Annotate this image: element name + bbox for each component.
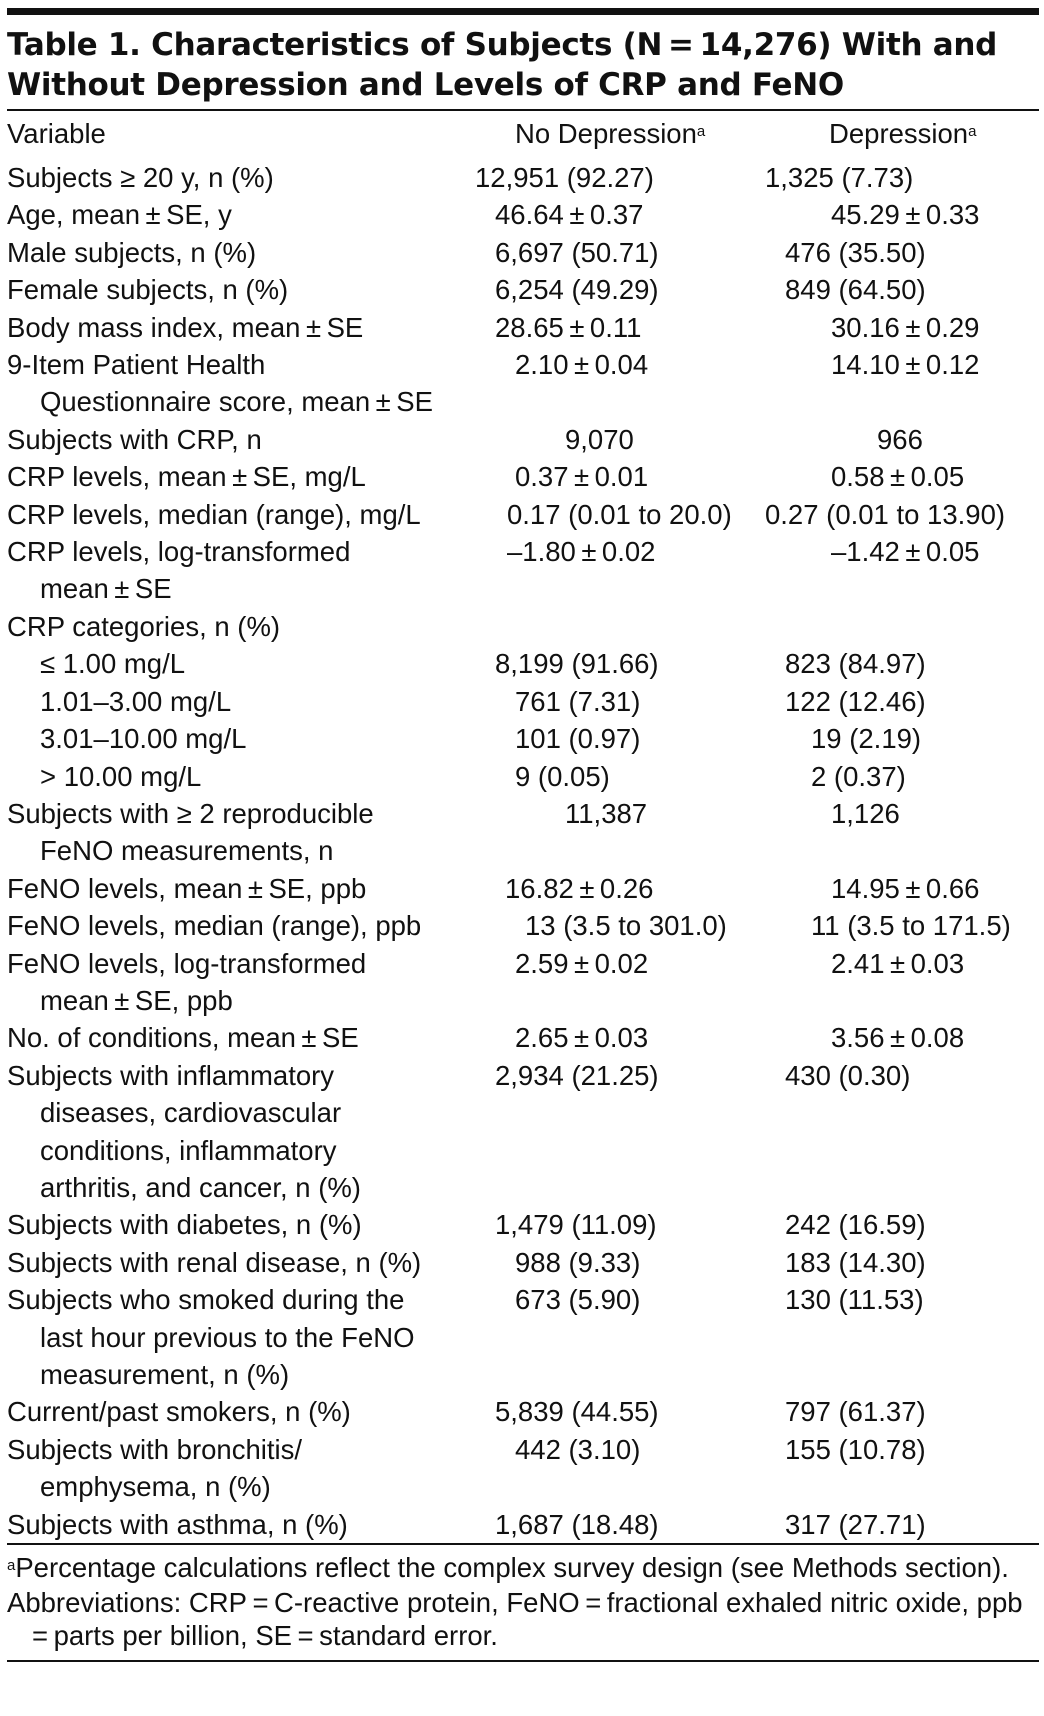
row-depression-value bbox=[765, 1019, 1039, 1056]
depression-value-text: 2 (0.37) bbox=[811, 760, 906, 792]
row-no-depression-value bbox=[475, 1244, 765, 1281]
row-depression-value bbox=[765, 1281, 1039, 1393]
row-variable-label: 9-Item Patient Health bbox=[7, 349, 266, 381]
table-footnotes bbox=[7, 1551, 1039, 1652]
row-variable bbox=[7, 683, 475, 720]
table-row bbox=[7, 421, 1039, 458]
row-depression-value bbox=[765, 795, 1039, 870]
row-variable bbox=[7, 945, 475, 1020]
row-variable bbox=[7, 1506, 475, 1543]
table-row bbox=[7, 795, 1039, 870]
row-variable bbox=[7, 196, 475, 233]
row-variable-continuation: mean ± SE bbox=[40, 573, 172, 605]
no-depression-value-text: 0.37 ± 0.01 bbox=[515, 461, 649, 493]
header-row bbox=[7, 111, 1039, 157]
table-row bbox=[7, 720, 1039, 757]
table-row bbox=[7, 1431, 1039, 1506]
header-variable: Variable bbox=[7, 118, 106, 149]
no-depression-value-text: 9,070 bbox=[565, 423, 634, 455]
row-no-depression-value bbox=[475, 1506, 765, 1543]
table-row bbox=[7, 645, 1039, 682]
row-variable bbox=[7, 608, 475, 645]
table-row bbox=[7, 346, 1039, 421]
row-variable-continuation: diseases, cardiovascular bbox=[40, 1097, 342, 1129]
row-variable-label: CRP levels, median (range), mg/L bbox=[7, 498, 421, 530]
footnote-abbreviations: Abbreviations: CRP = C-reactive protein, FeNO = fractional exhaled nitric oxide, ppb = parts per billion, SE = standard error. bbox=[7, 1587, 1029, 1652]
depression-value-text: 122 (12.46) bbox=[785, 685, 926, 717]
depression-value-text: 242 (16.59) bbox=[785, 1209, 926, 1241]
footnote-bottom-rule bbox=[7, 1660, 1039, 1662]
depression-value-text: 823 (84.97) bbox=[785, 648, 926, 680]
row-variable-label: Subjects who smoked during the bbox=[7, 1284, 405, 1316]
row-variable-label: > 10.00 mg/L bbox=[40, 760, 202, 792]
depression-value-text: 849 (64.50) bbox=[785, 274, 926, 306]
row-variable-label: FeNO levels, log-transformed bbox=[7, 947, 367, 979]
no-depression-value-text: 2.10 ± 0.04 bbox=[515, 349, 649, 381]
row-no-depression-value bbox=[475, 795, 765, 870]
row-depression-value bbox=[765, 309, 1039, 346]
row-variable bbox=[7, 1057, 475, 1207]
no-depression-value-text: 2.65 ± 0.03 bbox=[515, 1022, 649, 1054]
row-no-depression-value bbox=[475, 271, 765, 308]
row-no-depression-value bbox=[475, 645, 765, 682]
row-variable-label: Subjects with ≥ 2 reproducible bbox=[7, 797, 374, 829]
table-page bbox=[7, 0, 1039, 1662]
row-variable-label: CRP levels, log-transformed bbox=[7, 536, 351, 568]
table-row bbox=[7, 608, 1039, 645]
row-no-depression-value bbox=[475, 758, 765, 795]
depression-value-text: 1,126 bbox=[831, 797, 900, 829]
no-depression-value-text: 673 (5.90) bbox=[515, 1284, 641, 1316]
row-variable bbox=[7, 1281, 475, 1393]
row-variable bbox=[7, 496, 475, 533]
no-depression-value-text: 101 (0.97) bbox=[515, 723, 641, 755]
table-row bbox=[7, 907, 1039, 944]
no-depression-value-text: 988 (9.33) bbox=[515, 1246, 641, 1278]
row-depression-value bbox=[765, 533, 1039, 608]
no-depression-value-text: 5,839 (44.55) bbox=[495, 1396, 659, 1428]
row-variable bbox=[7, 645, 475, 682]
table-row bbox=[7, 1206, 1039, 1243]
table-row bbox=[7, 157, 1039, 196]
row-variable-label: 3.01–10.00 mg/L bbox=[40, 723, 247, 755]
depression-value-text: –1.42 ± 0.05 bbox=[831, 536, 980, 568]
row-depression-value bbox=[765, 1244, 1039, 1281]
table-row bbox=[7, 1057, 1039, 1207]
depression-value-text: 11 (3.5 to 171.5) bbox=[811, 910, 1011, 942]
table-body bbox=[7, 157, 1039, 1543]
row-depression-value bbox=[765, 1431, 1039, 1506]
row-variable bbox=[7, 421, 475, 458]
no-depression-value-text: –1.80 ± 0.02 bbox=[507, 536, 656, 568]
row-variable-label: CRP levels, mean ± SE, mg/L bbox=[7, 461, 366, 493]
depression-value-text: 1,325 (7.73) bbox=[765, 162, 914, 193]
row-variable bbox=[7, 720, 475, 757]
row-variable bbox=[7, 795, 475, 870]
row-variable-label: Subjects with renal disease, n (%) bbox=[7, 1246, 422, 1278]
row-no-depression-value bbox=[475, 533, 765, 608]
row-variable-label: Body mass index, mean ± SE bbox=[7, 311, 364, 343]
table-row bbox=[7, 234, 1039, 271]
table-row bbox=[7, 309, 1039, 346]
header-no-depression-superscript: a bbox=[696, 123, 706, 140]
row-depression-value bbox=[765, 421, 1039, 458]
row-variable-label: Subjects with diabetes, n (%) bbox=[7, 1209, 362, 1241]
row-variable-continuation: Questionnaire score, mean ± SE bbox=[40, 386, 433, 418]
row-depression-value bbox=[765, 196, 1039, 233]
row-variable bbox=[7, 157, 475, 196]
row-no-depression-value bbox=[475, 608, 765, 645]
row-variable-label: Subjects with asthma, n (%) bbox=[7, 1508, 348, 1540]
row-depression-value bbox=[765, 1393, 1039, 1430]
row-variable-label: Subjects ≥ 20 y, n (%) bbox=[7, 162, 274, 193]
table-row bbox=[7, 1506, 1039, 1543]
table-row bbox=[7, 533, 1039, 608]
row-variable bbox=[7, 758, 475, 795]
table-row bbox=[7, 683, 1039, 720]
table-row bbox=[7, 1019, 1039, 1056]
footnote-a-marker: a bbox=[7, 1557, 16, 1575]
no-depression-value-text: 9 (0.05) bbox=[515, 760, 610, 792]
no-depression-value-text: 12,951 (92.27) bbox=[475, 162, 654, 193]
depression-value-text: 797 (61.37) bbox=[785, 1396, 926, 1428]
row-depression-value bbox=[765, 758, 1039, 795]
row-depression-value bbox=[765, 458, 1039, 495]
depression-value-text: 966 bbox=[877, 423, 923, 455]
row-no-depression-value bbox=[475, 945, 765, 1020]
row-depression-value bbox=[765, 1206, 1039, 1243]
no-depression-value-text: 1,479 (11.09) bbox=[495, 1209, 657, 1241]
no-depression-value-text: 2,934 (21.25) bbox=[495, 1059, 659, 1091]
depression-value-text: 0.58 ± 0.05 bbox=[831, 461, 965, 493]
row-variable bbox=[7, 346, 475, 421]
row-depression-value bbox=[765, 1506, 1039, 1543]
no-depression-value-text: 2.59 ± 0.02 bbox=[515, 947, 649, 979]
depression-value-text: 317 (27.71) bbox=[785, 1508, 926, 1540]
row-variable bbox=[7, 234, 475, 271]
table-row bbox=[7, 758, 1039, 795]
depression-value-text: 476 (35.50) bbox=[785, 236, 926, 268]
row-depression-value bbox=[765, 234, 1039, 271]
row-variable-label: FeNO levels, median (range), ppb bbox=[7, 910, 422, 942]
row-depression-value bbox=[765, 496, 1039, 533]
header-no-depression bbox=[475, 111, 765, 157]
no-depression-value-text: 0.17 (0.01 to 20.0) bbox=[507, 498, 732, 530]
depression-value-text: 30.16 ± 0.29 bbox=[831, 311, 980, 343]
row-variable-label: ≤ 1.00 mg/L bbox=[40, 648, 186, 680]
row-depression-value bbox=[765, 720, 1039, 757]
row-variable bbox=[7, 533, 475, 608]
table-row bbox=[7, 196, 1039, 233]
depression-value-text: 14.10 ± 0.12 bbox=[831, 349, 980, 381]
row-variable-label: Male subjects, n (%) bbox=[7, 236, 257, 268]
row-no-depression-value bbox=[475, 870, 765, 907]
row-variable bbox=[7, 1393, 475, 1430]
row-no-depression-value bbox=[475, 234, 765, 271]
row-variable-continuation: FeNO measurements, n bbox=[40, 835, 334, 867]
row-depression-value bbox=[765, 683, 1039, 720]
depression-value-text: 19 (2.19) bbox=[811, 723, 922, 755]
table-row bbox=[7, 870, 1039, 907]
row-variable-continuation: measurement, n (%) bbox=[40, 1359, 290, 1390]
row-depression-value bbox=[765, 907, 1039, 944]
no-depression-value-text: 28.65 ± 0.11 bbox=[495, 311, 642, 343]
table-title-line-1: Table 1. Characteristics of Subjects (N = 14,276) With and bbox=[7, 27, 998, 63]
row-no-depression-value bbox=[475, 1019, 765, 1056]
row-depression-value bbox=[765, 945, 1039, 1020]
table-row bbox=[7, 1393, 1039, 1430]
row-variable bbox=[7, 309, 475, 346]
row-variable-label: Age, mean ± SE, y bbox=[7, 199, 232, 231]
row-no-depression-value bbox=[475, 907, 765, 944]
row-no-depression-value bbox=[475, 421, 765, 458]
row-variable-label: Subjects with bronchitis/ bbox=[7, 1433, 302, 1465]
row-variable-label: No. of conditions, mean ± SE bbox=[7, 1022, 359, 1054]
header-depression-superscript: a bbox=[968, 123, 977, 140]
row-variable-continuation: last hour previous to the FeNO bbox=[40, 1321, 415, 1353]
depression-value-text: 0.27 (0.01 to 13.90) bbox=[765, 498, 1006, 530]
no-depression-value-text: 442 (3.10) bbox=[515, 1433, 641, 1465]
row-no-depression-value bbox=[475, 496, 765, 533]
row-variable-label: Female subjects, n (%) bbox=[7, 274, 289, 306]
header-no-depression-label: No Depression bbox=[515, 118, 697, 149]
no-depression-value-text: 8,199 (91.66) bbox=[495, 648, 659, 680]
row-no-depression-value bbox=[475, 1393, 765, 1430]
row-variable-label: FeNO levels, mean ± SE, ppb bbox=[7, 872, 367, 904]
row-variable bbox=[7, 1019, 475, 1056]
row-depression-value bbox=[765, 870, 1039, 907]
row-no-depression-value bbox=[475, 720, 765, 757]
row-variable-continuation: mean ± SE, ppb bbox=[40, 984, 233, 1016]
characteristics-table bbox=[7, 111, 1039, 1543]
top-heavy-rule bbox=[7, 8, 1039, 15]
row-no-depression-value bbox=[475, 1281, 765, 1393]
footnote-a bbox=[7, 1551, 1039, 1584]
row-depression-value bbox=[765, 1057, 1039, 1207]
table-title-line-2: Without Depression and Levels of CRP and FeNO bbox=[7, 67, 844, 103]
row-depression-value bbox=[765, 645, 1039, 682]
row-variable-label: Subjects with CRP, n bbox=[7, 423, 262, 455]
table-row bbox=[7, 496, 1039, 533]
row-variable bbox=[7, 1206, 475, 1243]
table-row bbox=[7, 1244, 1039, 1281]
depression-value-text: 2.41 ± 0.03 bbox=[831, 947, 965, 979]
depression-value-text: 3.56 ± 0.08 bbox=[831, 1022, 965, 1054]
row-depression-value bbox=[765, 157, 1039, 196]
row-no-depression-value bbox=[475, 683, 765, 720]
row-no-depression-value bbox=[475, 1431, 765, 1506]
row-variable-label: Current/past smokers, n (%) bbox=[7, 1396, 351, 1428]
table-bottom-rule bbox=[7, 1543, 1039, 1545]
no-depression-value-text: 13 (3.5 to 301.0) bbox=[525, 910, 727, 942]
row-variable bbox=[7, 1244, 475, 1281]
row-depression-value bbox=[765, 346, 1039, 421]
row-no-depression-value bbox=[475, 196, 765, 233]
row-variable-continuation: arthritis, and cancer, n (%) bbox=[40, 1171, 361, 1203]
header-depression-label: Depression bbox=[829, 118, 969, 149]
row-variable-continuation: emphysema, n (%) bbox=[40, 1471, 271, 1503]
depression-value-text: 14.95 ± 0.66 bbox=[831, 872, 980, 904]
row-no-depression-value bbox=[475, 346, 765, 421]
table-row bbox=[7, 1281, 1039, 1393]
row-variable-label: CRP categories, n (%) bbox=[7, 610, 281, 642]
no-depression-value-text: 6,697 (50.71) bbox=[495, 236, 659, 268]
depression-value-text: 45.29 ± 0.33 bbox=[831, 199, 980, 231]
row-variable bbox=[7, 907, 475, 944]
table-row bbox=[7, 945, 1039, 1020]
row-variable bbox=[7, 271, 475, 308]
row-variable-label: 1.01–3.00 mg/L bbox=[40, 685, 232, 717]
no-depression-value-text: 6,254 (49.29) bbox=[495, 274, 659, 306]
footnote-a-text: Percentage calculations reflect the complex survey design (see Methods section). bbox=[15, 1552, 1009, 1584]
header-depression bbox=[765, 111, 1039, 157]
table-row bbox=[7, 458, 1039, 495]
row-no-depression-value bbox=[475, 309, 765, 346]
no-depression-value-text: 1,687 (18.48) bbox=[495, 1508, 659, 1540]
row-depression-value bbox=[765, 271, 1039, 308]
table-row bbox=[7, 271, 1039, 308]
row-no-depression-value bbox=[475, 1057, 765, 1207]
no-depression-value-text: 761 (7.31) bbox=[515, 685, 641, 717]
no-depression-value-text: 16.82 ± 0.26 bbox=[505, 872, 654, 904]
depression-value-text: 130 (11.53) bbox=[785, 1284, 924, 1316]
row-variable bbox=[7, 1431, 475, 1506]
no-depression-value-text: 46.64 ± 0.37 bbox=[495, 199, 644, 231]
row-variable-continuation: conditions, inflammatory bbox=[40, 1134, 337, 1166]
row-depression-value bbox=[765, 608, 1039, 645]
row-variable bbox=[7, 870, 475, 907]
row-variable-label: Subjects with inflammatory bbox=[7, 1059, 335, 1091]
table-title bbox=[7, 25, 1039, 109]
row-no-depression-value bbox=[475, 157, 765, 196]
no-depression-value-text: 11,387 bbox=[565, 797, 648, 829]
depression-value-text: 183 (14.30) bbox=[785, 1246, 926, 1278]
row-no-depression-value bbox=[475, 458, 765, 495]
row-variable bbox=[7, 458, 475, 495]
row-no-depression-value bbox=[475, 1206, 765, 1243]
depression-value-text: 430 (0.30) bbox=[785, 1059, 911, 1091]
depression-value-text: 155 (10.78) bbox=[785, 1433, 926, 1465]
